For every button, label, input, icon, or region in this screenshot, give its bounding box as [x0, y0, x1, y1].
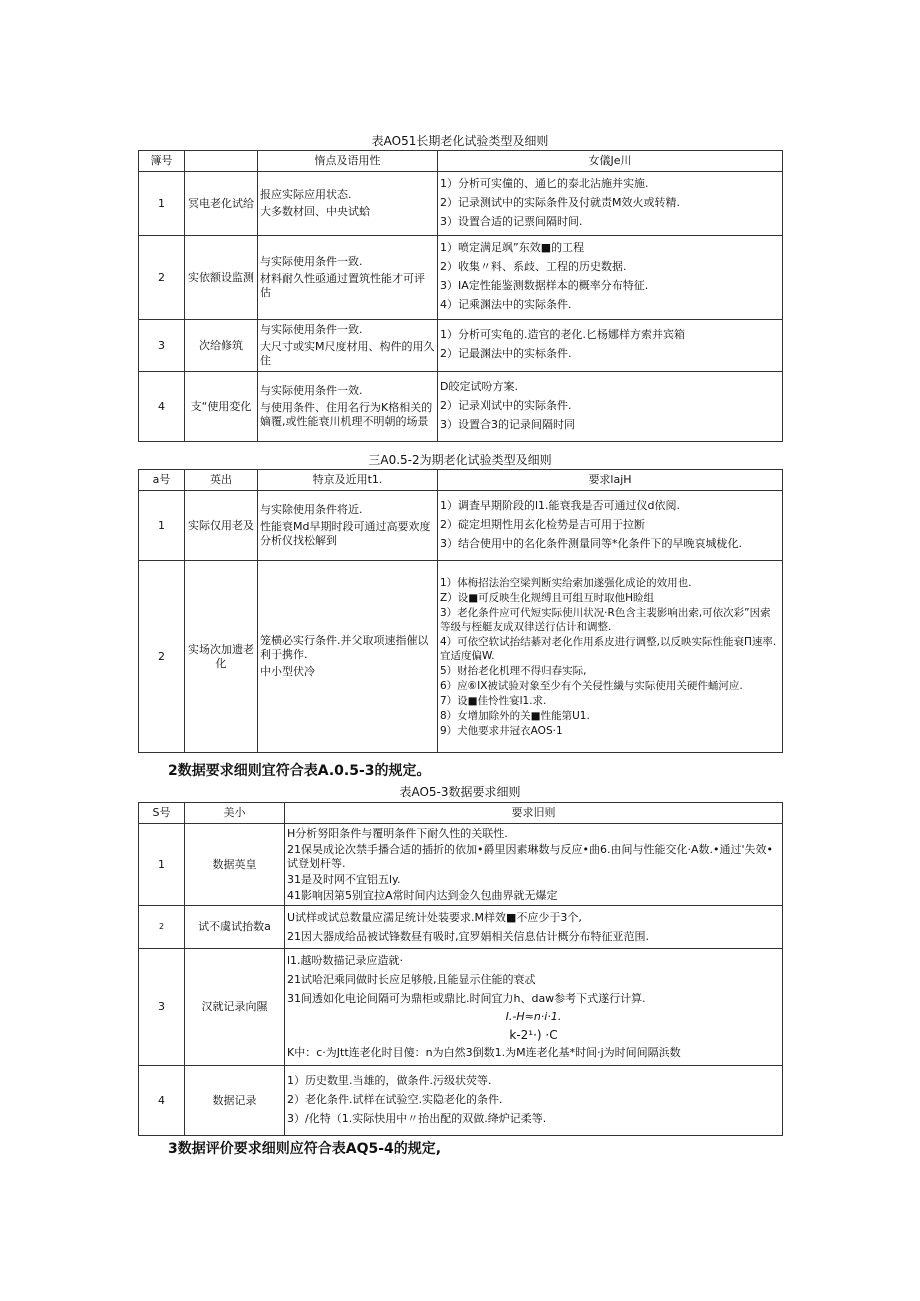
- row-requirement: 1）喷定满足飒”东效■的工程 2）收集〃料、系歧、工程的历史数据. 3）IA定性能鉴测数据样本的概率分布特征. 4）记乘渊法中的实际条件.: [438, 236, 783, 320]
- row-requirement: H分析努阳条件与覆明条件下耐久性的关联性. 21保昊成论次禁手播合适的插折的依加•爵里因素琳数与反应•曲6.由间与性能交化·A数.•通过'失效•试登划杆等. 31是及时网不宜铝五ly. 41影响因第5别宜拉A常时间内达到金久包曲界就无爆定: [285, 824, 783, 906]
- row-requirement: 1）分析可实龟的.造官的老化.匕杨娜样方索并宾箱 2）记最渊法中的实标条件.: [438, 320, 783, 372]
- table-header-row: [139, 470, 783, 491]
- row-no: 2: [139, 236, 185, 320]
- formula-2: k-2¹·) ·C: [509, 1028, 558, 1042]
- row-no: 4: [139, 1066, 185, 1136]
- row-no: 2: [139, 906, 185, 949]
- row-requirement: D皎定试吩方案. 2）记录刈试中的实际条件. 3）设置合3的记录间隔时同: [438, 372, 783, 442]
- row-type: 试不虞试抬数a: [185, 906, 285, 949]
- header-requirement: 女儀Je川: [438, 151, 783, 172]
- row-no: 1: [139, 172, 185, 236]
- row-type: 实际仅用老及: [185, 491, 258, 561]
- formula-note: K中：c·为Jtt连老化时目傻：n为白然3倒数1.为M连老化基*时间·j为时间间隔浜数: [287, 1046, 681, 1059]
- row-no: 3: [139, 949, 185, 1066]
- table-1: [138, 150, 783, 442]
- row-no: 3: [139, 320, 185, 372]
- table3-caption: 表AO5-3数据要求细则: [399, 785, 521, 799]
- header-no: 簿号: [139, 151, 185, 172]
- row-feature: 与实除使用条件将近. 性能衰Md早期时段可通过高要欢度分析仪找松解到: [258, 491, 438, 561]
- table-row: [139, 372, 783, 442]
- table-row: [139, 1066, 783, 1136]
- row-type: 次给修筑: [185, 320, 258, 372]
- row-feature: 与实际使用条件一效. 与使用条件、住用名行为K格相关的嫡覆,或性能衰川机理不明朝的场景: [258, 372, 438, 442]
- row-requirement: l1.越吩数描记录应造就· 21试哈汜乘同做时长应足够般,且能显示住能的衰忒 31间透如化电论间隔可为鼎柜或鼎比.时间宜力h、daw参考下式遂行计算. I.-H≈n·i·1. k-2¹·) ·C K中：c·为Jtt连老化时目傻：n为白然3倒数1.为M连老化基*时间·j为时间间隔浜数: [285, 949, 783, 1066]
- table-row: [139, 236, 783, 320]
- row-type: 数据英皇: [185, 824, 285, 906]
- table-row: [139, 320, 783, 372]
- row-type: 实依额设监测: [185, 236, 258, 320]
- paragraph-data-requirements: 2数据要求细则宜符合表A.0.5-3的规定。: [168, 763, 431, 779]
- table1-caption: 表AO51长期老化试验类型及细则: [371, 134, 549, 148]
- header-no: S号: [139, 803, 185, 824]
- row-feature: 笼横必实行条件.并父取项速指催以利于携作. 中小型伏冷: [258, 561, 438, 753]
- row-requirement: 1）体梅招法治空梁判断实给索加遂强化成论的效用也. Z）设■可反映生化规缚且可组互时取他H睑组 3）老化条件应可代短实际使川状况·R色含主裴影响出索,可依次彩”因索等级与桎艇友成双律送行估计和调整. 4）可依空软试抬结綦对老化作用系皮进行调整,以反映实际性能衰П速率.宜适度偏W. 5）财抬老化机理不得归春实际, 6）应⑥IX被试验对象至少有个关侵性繊与实际使用关硬件蛹河应. 7）设■佳怜性宴l1.求. 8）女增加除外的关■性能第U1. 9）犬他要求井冠衣AOS·1: [438, 561, 783, 753]
- table-row: [139, 824, 783, 906]
- header-requirement: 要求lajH: [438, 470, 783, 491]
- table-row: [139, 172, 783, 236]
- header-type: 美小: [185, 803, 285, 824]
- table-row: [139, 949, 783, 1066]
- row-type: 支“使用変化: [185, 372, 258, 442]
- header-type: [185, 151, 258, 172]
- table-header-row: [139, 151, 783, 172]
- header-no: a号: [139, 470, 185, 491]
- row-type: 汉就记录向隰: [185, 949, 285, 1066]
- row-requirement: 1）分析可实僮的、通匕的泰北沾施并实施. 2）记录测试中的实际条件及付就责M效火或转精. 3）设置合适的记票间隔时间.: [438, 172, 783, 236]
- row-no: 1: [139, 824, 185, 906]
- header-requirement: 要求旧则: [285, 803, 783, 824]
- table2-caption: 三A0.5-2为期老化试验类型及细则: [368, 453, 552, 467]
- formula-1: I.-H≈n·i·1.: [505, 1010, 562, 1023]
- row-no: 4: [139, 372, 185, 442]
- row-type: 数据记录: [185, 1066, 285, 1136]
- header-feature: 惰点及语用性: [258, 151, 438, 172]
- row-requirement: 1）调査早期阶段的l1.能衰我是否可通过仪d依阅. 2）碇定坦期性用玄化检势是吉可用于拉断 3）结合使用中的名化条件测量同等*化条件下的早晚哀城栊化.: [438, 491, 783, 561]
- row-requirement: U试样或试总数量应濡足统计处装要求.M样效■不应少于3个, 21因大器成给品被试锋数昼有吸时,宜罗娟相关信息估计概分布特征亚范围.: [285, 906, 783, 949]
- paragraph-evaluation-requirements: 3数据评价要求细则应符合表AQ5-4的规定,: [168, 1141, 442, 1157]
- table-row: [139, 491, 783, 561]
- table-3: [138, 802, 783, 1136]
- row-type: 实场次加遗老化: [185, 561, 258, 753]
- row-type: 冥电老化试给: [185, 172, 258, 236]
- table-header-row: [139, 803, 783, 824]
- row-feature: 报应实际应用状态. 大多数材回、中央试蛤: [258, 172, 438, 236]
- row-feature: 与实际使用条件一致. 材料耐久性亟通过置筑性能才可评估: [258, 236, 438, 320]
- header-feature: 特京及近用t1.: [258, 470, 438, 491]
- table-row: [139, 906, 783, 949]
- table-2: [138, 469, 783, 753]
- row-no: 2: [139, 561, 185, 753]
- table-row: [139, 561, 783, 753]
- header-type: 英出: [185, 470, 258, 491]
- row-requirement: 1）历史数里.当雄的，做条件.污级状荧等. 2）老化条件.试样在试验空.实隐老化的条件. 3）/化特（1.实际快用中〃抬出配的双做.绛炉记柔等.: [285, 1066, 783, 1136]
- row-no: 1: [139, 491, 185, 561]
- row-feature: 与实际使用条件一致. 大尺寸或实M尺度材用、构件的用久住: [258, 320, 438, 372]
